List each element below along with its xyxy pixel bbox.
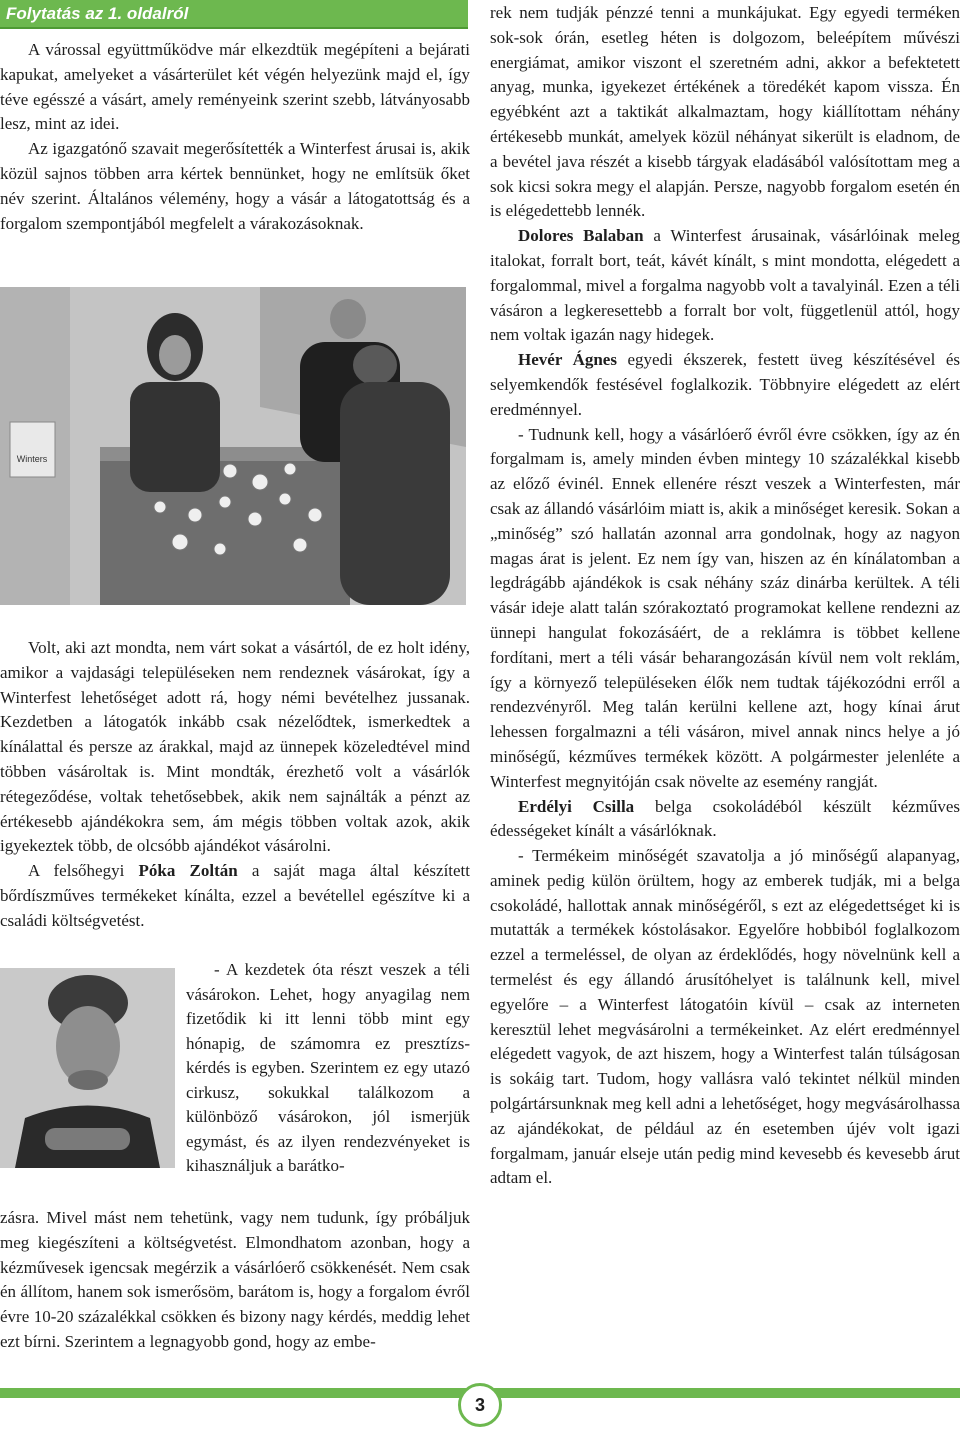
paragraph: A várossal együttműködve már elkezdtük megépíteni a bejárati kapukat, amelyeket a vásárterület két végén helyezünk majd el, így téve egésszé a vásárt, amely reményeink szerint szebb, látványosabb lesz, mint az idei. <box>0 40 470 134</box>
article-body-left <box>0 636 470 934</box>
market-stall-photo <box>0 287 466 605</box>
stall-sign-text: Winters <box>16 454 48 464</box>
paragraph: Volt, aki azt mondta, nem várt sokat a vásártól, de ez holt idény, amikor a vajdasági településeken nem rendeznek vásárokat, így a Winterfest lehetőséget adott rá, hogy némi bevételhez jussanak. Kezdetben a látogatók inkább csak nézelődtek, ismerkedtek a kínálattal és persze az árakkal, majd az ünnepek közeledtével mind többen vásároltak is. Mint mondták, érezhető volt a vásárlók rétegeződése, voltak tehetősebbek, akik nem sajnálták a pénzt az értékesebb ajándékokra sem, ám mégis többen voltak azok, akik igyekeztek több, de olcsóbb ajándékot vásárolni. <box>0 638 470 856</box>
person-name: Póka Zoltán <box>138 861 238 881</box>
paragraph: Hevér Ágnes egyedi ékszerek, festett üveg készítésével és selyemkendők festésével foglalkozik. Többnyire elégedett az elért eredménnyel. <box>490 350 960 419</box>
article-body-left-end <box>0 1206 470 1355</box>
continuation-label: Folytatás az 1. oldalról <box>6 4 189 23</box>
article-body-right <box>490 1 960 1191</box>
paragraph: - Tudnunk kell, hogy a vásárlóerő évről évre csökken, így az én forgalmam is, amely minden évben mintegy 10 százalékkal kisebb az előző évinél. Ennek ellenére részt veszek a Winterfesten, már csak az állandó vásárlóim miatt is, akik a minőséget keresik. Sokan a „minőség” szó hallatán azonnal arra gondolnak, hogy az nagyon magas árat is jelent. Ez nem így van, hiszen az én kínálatomban a legdrágább ajándékok is csak néhány száz dinárba kerültek. A téli vásár ideje alatt talán szórakoztató programokat kellene rendezni az ünnepi hangulat fokozásáért, de a reklámra is többet kellene fordítani, mert a téli vásár beharangozásán kívül nem volt reklám, így a környező településeken élők nem tudtak tájékozódni erről a rendezvényről. Meg talán kerülni kellene azt, hogy kínai árut lehessen forgalmazni a téli vásáron, mivel annak nincs helye a jó minőségű, kézműves termékek között. A polgármester jelenléte a Winterfest megnyitóján csak növelte az esemény rangját. <box>490 424 960 791</box>
paragraph: - A kezdetek óta részt veszek a téli vásárokon. Lehet, hogy anyagilag nem fizetődik ki itt lenni több mint egy hónapig, de számomra ez presztízs-kérdés is egyben. Szerintem ez egy utazó cirkusz, sokukkal találkozom a különböző vásárokon, jól ismerjük egymást, és az ilyen rendezvényeket is kihasználjuk a barátko- <box>186 960 470 1175</box>
person-name: Dolores Balaban <box>518 226 644 246</box>
paragraph: Erdélyi Csilla belga csokoládéból készült kézműves édességeket kínált a vásárlóknak. <box>490 796 960 841</box>
paragraph: - Termékeim minőségét szavatolja a jó minőségű alapanyag, aminek pedig külön örültem, hogy az emberek tudják, mi a belga csokoládé, hallottak annak minőségéről, s ezt az elégedettséget ki is mutatták a termékek kóstolásakor. Egyelőre hobbiból foglalkozom ezzel a termeléssel, de olyan az érdeklődés, hogy növelnünk kell a termelést és egy állandó árusítóhelyet is találnunk kell, mivel egyelőre – a Winterfest látogatóin kívül – csak az interneten keresztül lehet megvásárolni a termékeinket. Az elért eredménnyel elégedett vagyok, de azt hiszem, hogy a Winterfest talán túlságosan is sokáig tart. Tudom, hogy vallásra való tekintet nélkül minden polgártársunknak meg kell adni a lehetőséget, hogy megvásárolhassa az ajándékokat, de például az én esetemben újév volt igazi forgalmam, január elseje után pedig mind kevesebb és kevesebb árut adtam el. <box>490 846 960 1188</box>
paragraph: Dolores Balaban a Winterfest árusainak, vásárlóinak meleg italokat, forralt bort, teát, kávét kínált, s mint mondotta, elégedett a forgalommal, mivel a forgalma nagyobb volt a tavalyinál. Ezen a téli vásáron a legkeresettebb a forralt bor volt, függetlenül attól, hogy nem voltak igazán nagy hidegek. <box>490 226 960 345</box>
paragraph: A felsőhegyi Póka Zoltán a saját maga által készített bőrdíszműves termékeket kínálta, ezzel a bevétellel egészítve ki a családi költségvetést. <box>0 861 471 930</box>
page-number: 3 <box>458 1383 502 1427</box>
paragraph: rek nem tudják pénzzé tenni a munkájukat. Egy egyedi terméken sok-sok órán, esetleg héten is dolgozom, beleépítem művészi energiámat, amikor viszont el szeretném adni, akkor a befektetett anyag, munka, igyekezet értékének a töredékét kapom vissza. Én egyébként azt a taktikát alkalmaztam, hogy kiállítottam néhány értékesebb munkát, amelyek közül néhányat sikerült is eladnom, de a bevétel java részét a kisebb tárgyak eladásából valósítottam meg a sok kicsi sokra megy el alapján. Persze, nagyobb forgalom esetén én is elégedettebb lennék. <box>490 3 960 221</box>
continuation-banner <box>0 0 468 29</box>
portrait-photo <box>0 968 175 1168</box>
paragraph: Az igazgatónő szavait megerősítették a Winterfest árusai is, akik közül sajnos többen arra kértek bennünket, hogy ne említsük őket név szerint. Általános vélemény, hogy a vásár a látogatottság és a forgalom szempontjából megfelelt a várakozásoknak. <box>0 139 470 233</box>
article-intro <box>0 38 470 236</box>
paragraph: zásra. Mivel mást nem tehetünk, vagy nem tudunk, így próbáljuk meg kiegészíteni a költségvetést. Elmondhatom azonban, hogy a kézművesek igencsak megérzik a vásárlóerő csökkenését. Nem csak én állítom, hanem sok ismerősöm, barátom is, hogy a forgalom évről évre 10-20 százalékkal csökken és bizony nagy kérdés, meddig lehet ezt bírni. Szerintem a legnagyobb gond, hogy az embe- <box>0 1208 470 1351</box>
person-name: Hevér Ágnes <box>518 350 617 370</box>
person-name: Erdélyi Csilla <box>518 796 635 816</box>
quote-wrap <box>186 958 470 1179</box>
